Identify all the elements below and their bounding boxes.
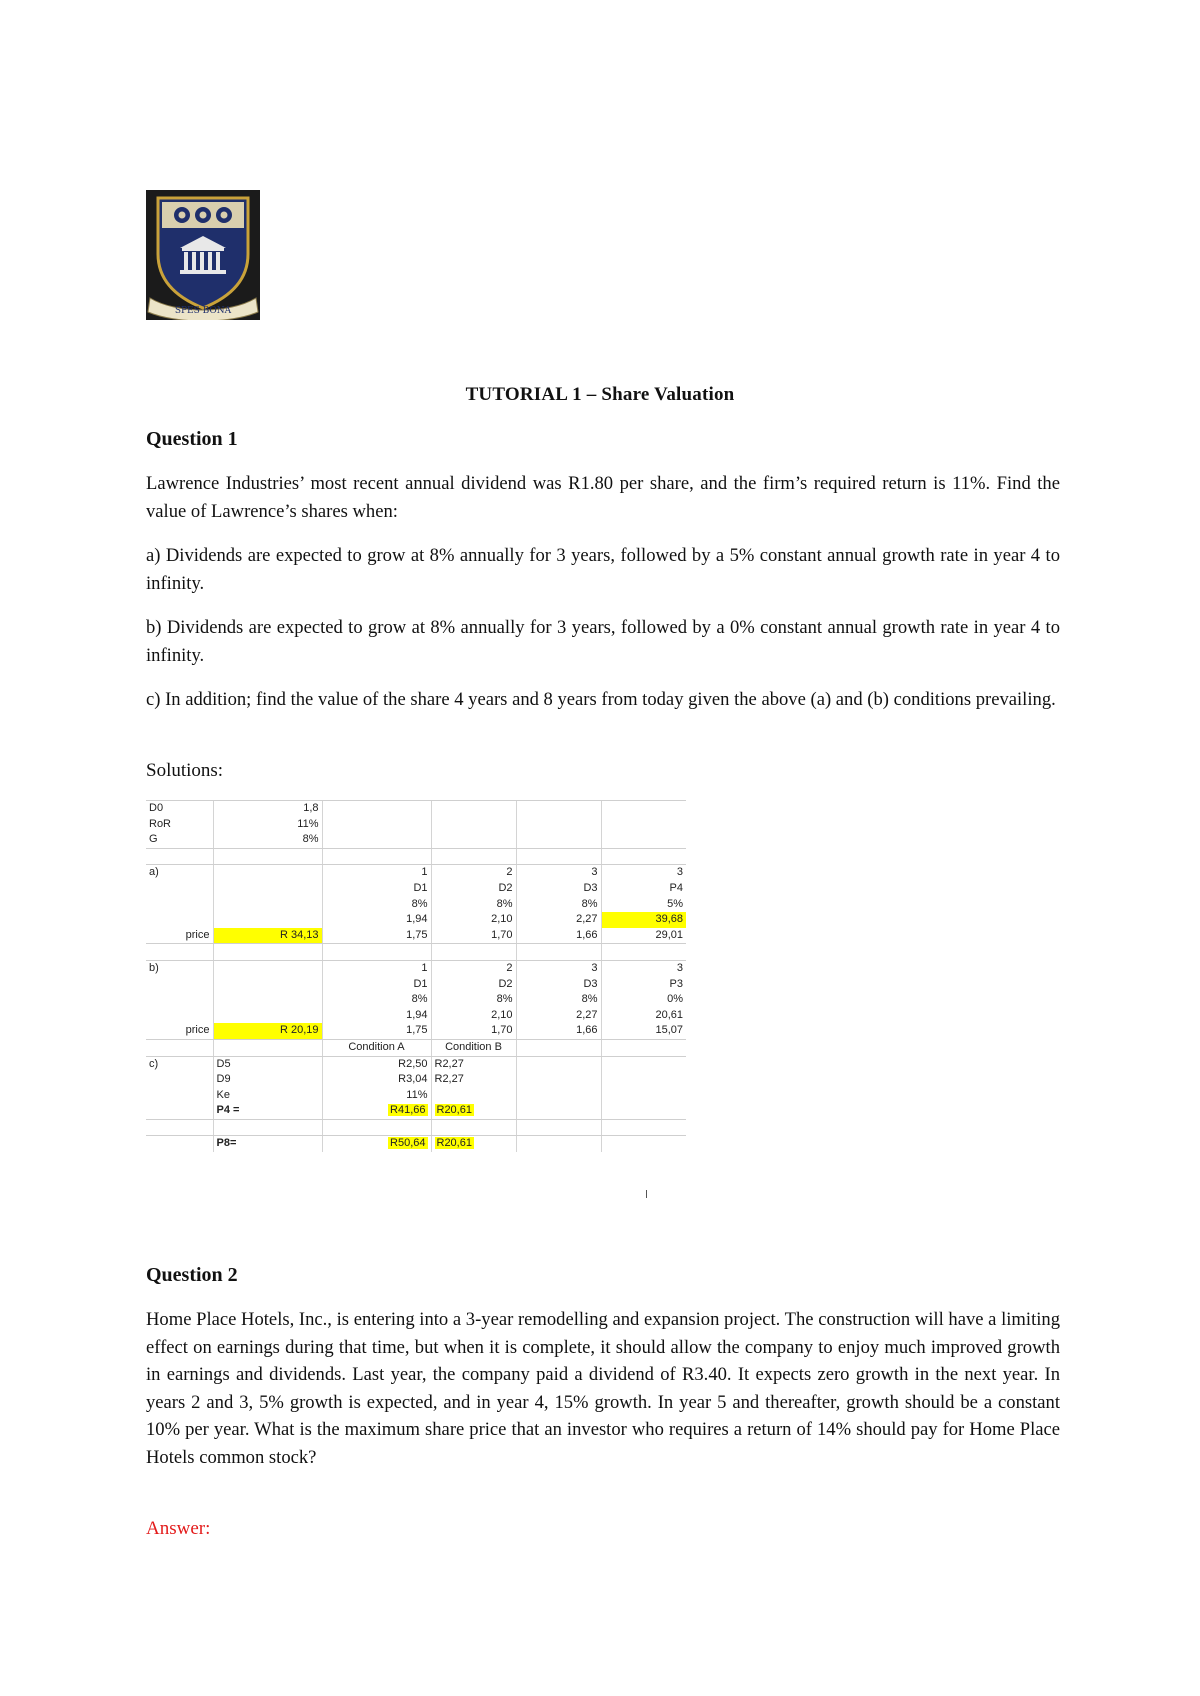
cell-pv: 15,07 xyxy=(601,1023,686,1039)
question-2-heading: Question 2 xyxy=(146,1264,238,1286)
cell-value: 8% xyxy=(213,832,322,848)
cell-value: R2,27 xyxy=(431,1056,516,1072)
cell-label: D0 xyxy=(146,801,213,817)
cell-price: R 20,19 xyxy=(213,1023,322,1039)
cell-section-label: b) xyxy=(149,961,159,974)
cell-rate: 8% xyxy=(322,992,431,1008)
cell-p4-condition-a: R41,66 xyxy=(390,1104,426,1117)
cell-name: D2 xyxy=(431,881,516,897)
question-2-text: Home Place Hotels, Inc., is entering into a 3-year remodelling and expansion project. The construction will have a limiting effect on earnings during that time, but when it is complete, it should allow the company to enjoy much improved growth in earnings and dividends. Last year, the company paid a dividend of R3.40. It expects zero growth in the next year. In years 2 and 3, 5% growth is expected, and in year 4, 15% growth. In year 5 and thereafter, growth should be a constant 10% per year. What is the maximum share price that an investor who requires a return of 14% should pay for Home Place Hotels common stock? xyxy=(146,1309,1060,1468)
cell-price: R 34,13 xyxy=(213,928,322,944)
cell-rate: 0% xyxy=(601,992,686,1008)
question-1-heading: Question 1 xyxy=(146,428,238,450)
cell-dividend: 2,10 xyxy=(431,1008,516,1024)
cell-value: R3,04 xyxy=(322,1072,431,1088)
cell-section-label: a) xyxy=(149,866,159,879)
cell-pv: 1,66 xyxy=(516,928,601,944)
cell-year: 3 xyxy=(601,960,686,976)
cell-name: D2 xyxy=(431,977,516,993)
answer-label: Answer: xyxy=(146,1518,211,1539)
cell-p8-condition-a: R50,64 xyxy=(390,1137,426,1150)
cell-label: D9 xyxy=(213,1072,322,1088)
question-1-part-a: a) Dividends are expected to grow at 8% annually for 3 years, followed by a 5% constant annual growth rate in year 4 to infinity. xyxy=(146,545,1060,594)
cell-year: 3 xyxy=(601,865,686,881)
cell-dividend: 2,10 xyxy=(431,912,516,928)
cell-name: D3 xyxy=(516,881,601,897)
cell-rate: 8% xyxy=(322,897,431,913)
cell-p8-condition-b: R20,61 xyxy=(436,1137,472,1150)
cell-dividend: 20,61 xyxy=(601,1008,686,1024)
cell-terminal-price: 39,68 xyxy=(601,912,686,928)
cell-value: 11% xyxy=(322,1088,431,1104)
cell-p4-condition-b: R20,61 xyxy=(436,1104,472,1117)
cell-section-label: c) xyxy=(149,1057,159,1070)
cell-rate: 8% xyxy=(516,897,601,913)
cell-value: 1,8 xyxy=(213,801,322,817)
cell-year: 1 xyxy=(322,960,431,976)
cell-p4-label: P4 = xyxy=(213,1103,322,1119)
table-tick-mark xyxy=(646,1190,647,1198)
solution-spreadsheet xyxy=(146,800,686,1152)
cell-label: Ke xyxy=(213,1088,322,1104)
cell-condition-a-header: Condition A xyxy=(322,1039,431,1056)
cell-dividend: 2,27 xyxy=(516,912,601,928)
cell-value: R2,27 xyxy=(431,1072,516,1088)
cell-value xyxy=(431,1088,516,1104)
page-title: TUTORIAL 1 – Share Valuation xyxy=(465,384,735,405)
cell-price-label: price xyxy=(146,928,213,944)
cell-dividend: 2,27 xyxy=(516,1008,601,1024)
cell-name: P3 xyxy=(601,977,686,993)
cell-year: 3 xyxy=(516,865,601,881)
question-1-part-c: c) In addition; find the value of the share 4 years and 8 years from today given the above (a) and (b) conditions prevailing. xyxy=(146,689,1056,710)
cell-label: D5 xyxy=(213,1056,322,1072)
cell-pv: 1,66 xyxy=(516,1023,601,1039)
cell-name: D3 xyxy=(516,977,601,993)
cell-price-label: price xyxy=(146,1023,213,1039)
university-crest-icon xyxy=(146,190,260,320)
cell-rate: 8% xyxy=(431,897,516,913)
cell-year: 1 xyxy=(322,865,431,881)
cell-name: P4 xyxy=(601,881,686,897)
solutions-label: Solutions: xyxy=(146,760,224,781)
cell-p8-label: P8= xyxy=(213,1136,322,1152)
cell-pv: 29,01 xyxy=(601,928,686,944)
cell-year: 2 xyxy=(431,865,516,881)
cell-name: D1 xyxy=(322,881,431,897)
cell-value: 11% xyxy=(213,817,322,833)
cell-label: G xyxy=(146,832,213,848)
cell-value: R2,50 xyxy=(322,1056,431,1072)
cell-condition-b-header: Condition B xyxy=(431,1039,516,1056)
cell-rate: 5% xyxy=(601,897,686,913)
question-1-part-b: b) Dividends are expected to grow at 8% annually for 3 years, followed by a 0% constant annual growth rate in year 4 to infinity. xyxy=(146,617,1060,666)
cell-year: 3 xyxy=(516,960,601,976)
svg-text:SPES BONA: SPES BONA xyxy=(174,306,232,316)
cell-pv: 1,70 xyxy=(431,1023,516,1039)
question-1-intro: Lawrence Industries’ most recent annual dividend was R1.80 per share, and the firm’s required return is 11%. Find the value of Lawrence’s shares when: xyxy=(146,473,1060,522)
cell-rate: 8% xyxy=(516,992,601,1008)
cell-rate: 8% xyxy=(431,992,516,1008)
cell-label: RoR xyxy=(149,817,172,830)
cell-pv: 1,70 xyxy=(431,928,516,944)
cell-dividend: 1,94 xyxy=(322,1008,431,1024)
cell-pv: 1,75 xyxy=(322,928,431,944)
cell-name: D1 xyxy=(322,977,431,993)
cell-year: 2 xyxy=(431,960,516,976)
cell-pv: 1,75 xyxy=(322,1023,431,1039)
cell-dividend: 1,94 xyxy=(322,912,431,928)
